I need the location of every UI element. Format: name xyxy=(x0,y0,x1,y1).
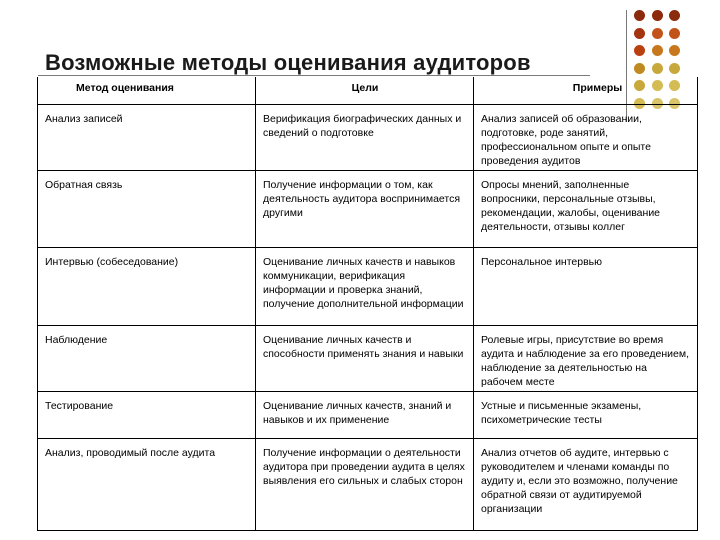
cell-goal: Оценивание личных качеств и способности применять знания и навыки xyxy=(256,326,474,392)
cell-goal: Получение информации о том, как деятельность аудитора воспринимается другими xyxy=(256,171,474,248)
cell-example: Анализ записей об образовании, подготовке, роде занятий, профессиональном опыте и опыте проведения аудитов xyxy=(474,105,698,171)
cell-method: Тестирование xyxy=(38,392,256,439)
cell-method: Анализ записей xyxy=(38,105,256,171)
header-example: Примеры xyxy=(474,77,698,105)
cell-example: Ролевые игры, присутствие во время аудита и наблюдение за его проведением, наблюдение за деятельностью на рабочем месте xyxy=(474,326,698,392)
decor-dot xyxy=(634,28,645,39)
cell-method: Анализ, проводимый после аудита xyxy=(38,439,256,531)
cell-goal: Верификация биографических данных и сведений о подготовке xyxy=(256,105,474,171)
decor-dot xyxy=(652,28,663,39)
cell-method: Интервью (собеседование) xyxy=(38,248,256,326)
decor-dot xyxy=(669,45,680,56)
table-row xyxy=(38,171,698,248)
table-row xyxy=(38,105,698,171)
cell-method: Обратная связь xyxy=(38,171,256,248)
cell-example: Анализ отчетов об аудите, интервью с руководителем и членами команды по аудиту и, если это возможно, получение обратной связи от аудитируемой организации xyxy=(474,439,698,531)
table-row xyxy=(38,248,698,326)
decor-dot xyxy=(652,10,663,21)
table-row xyxy=(38,439,698,531)
table-row xyxy=(38,392,698,439)
methods-table xyxy=(37,77,698,531)
cell-example: Опросы мнений, заполненные вопросники, персональные отзывы, рекомендации, жалобы, оценивание деятельности, отзывы коллег xyxy=(474,171,698,248)
cell-goal: Оценивание личных качеств и навыков коммуникации, верификация информации и проверка знаний, получение дополнительной информации xyxy=(256,248,474,326)
table-row xyxy=(38,326,698,392)
decor-dot xyxy=(634,10,645,21)
decor-dot xyxy=(669,10,680,21)
decor-dot xyxy=(652,63,663,74)
cell-example: Устные и письменные экзамены, психометрические тесты xyxy=(474,392,698,439)
cell-example: Персональное интервью xyxy=(474,248,698,326)
decor-dot xyxy=(669,63,680,74)
table-header-row xyxy=(38,77,698,105)
decor-dot xyxy=(669,28,680,39)
decor-dot xyxy=(634,45,645,56)
decor-dot xyxy=(652,45,663,56)
cell-goal: Получение информации о деятельности аудитора при проведении аудита в целях выявления его сильных и слабых сторон xyxy=(256,439,474,531)
decor-dot xyxy=(634,63,645,74)
cell-goal: Оценивание личных качеств, знаний и навыков и их применение xyxy=(256,392,474,439)
slide-title: Возможные методы оценивания аудиторов xyxy=(45,50,531,75)
header-method: Метод оценивания xyxy=(38,77,256,105)
cell-method: Наблюдение xyxy=(38,326,256,392)
header-goal: Цели xyxy=(256,77,474,105)
title-underline xyxy=(38,75,590,76)
